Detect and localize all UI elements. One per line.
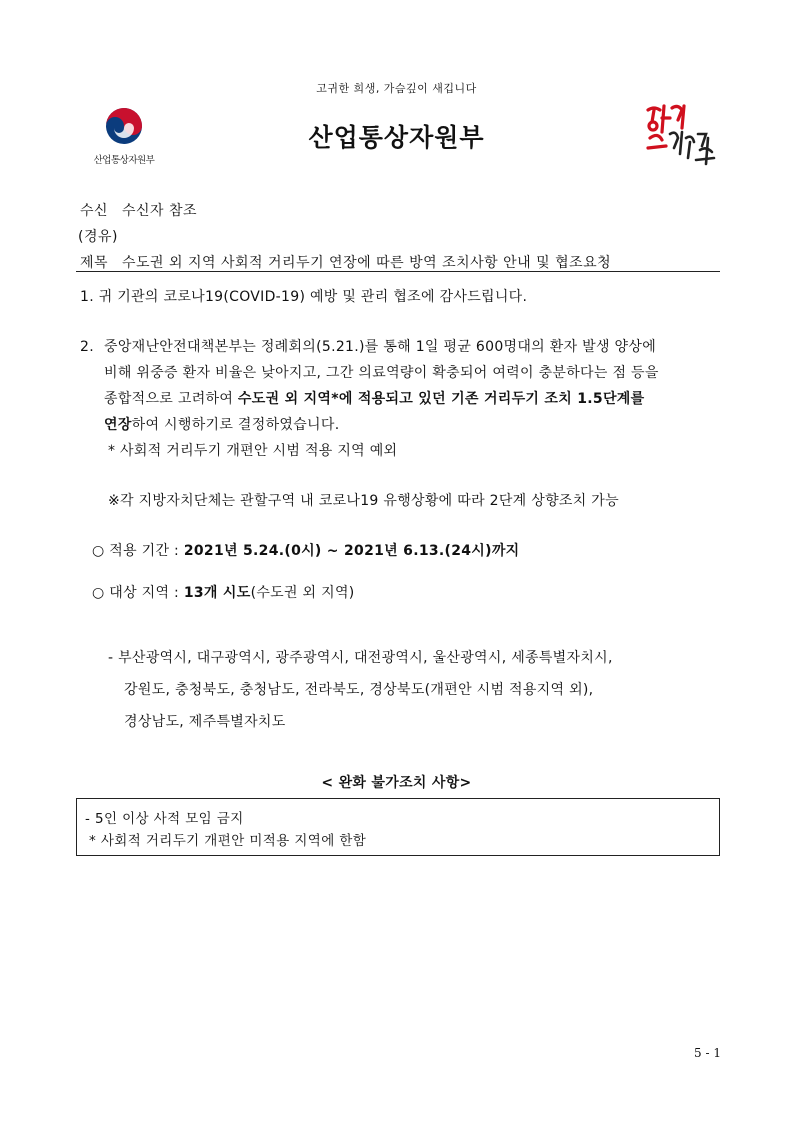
subject-label: 제목 <box>80 255 109 271</box>
item-2-number: 2. <box>80 339 94 355</box>
item-2-line-3-bold: 수도권 외 지역*에 적용되고 있던 기존 거리두기 조치 1.5단계를 <box>237 391 645 407</box>
recipient-label: 수신 <box>80 203 109 219</box>
regions-line-3: 경상남도, 제주특별자치도 <box>124 714 286 730</box>
item-2-line-4-bold: 연장 <box>104 417 132 433</box>
section-title: < 완화 불가조치 사항> <box>321 775 472 791</box>
box-line-2: * 사회적 거리두기 개편안 미적용 지역에 한함 <box>89 833 367 849</box>
area-label: ○ 대상 지역 : <box>92 585 184 601</box>
regions-line-1: - 부산광역시, 대구광역시, 광주광역시, 대전광역시, 울산광역시, 세종특별자치시, <box>108 650 613 666</box>
slogan: 고귀한 희생, 가슴깊이 새깁니다 <box>316 82 477 95</box>
item-2-line-2: 비해 위중증 환자 비율은 낮아지고, 그간 의료역량이 확충되어 여력이 충분하다는 점 등을 <box>104 365 659 381</box>
area-bold: 13개 시도 <box>183 585 251 601</box>
page-number: 5 - 1 <box>694 1046 721 1060</box>
note-escalation: ※각 지방자치단체는 관할구역 내 코로나19 유행상황에 따라 2단계 상향조치 가능 <box>108 493 619 509</box>
footnote: * 사회적 거리두기 개편안 시범 적용 지역 예외 <box>108 443 398 459</box>
period-label: ○ 적용 기간 : <box>92 543 184 559</box>
recipient-line <box>80 200 197 220</box>
restriction-box <box>76 798 720 856</box>
logo-text: 산업통상자원부 <box>93 155 155 166</box>
box-line-1: - 5인 이상 사적 모임 금지 <box>85 811 244 827</box>
ministry-title: 산업통상자원부 <box>308 123 485 152</box>
area-line <box>92 580 355 606</box>
calligraphy-image <box>640 98 722 172</box>
item-2-line-4-text: 하여 시행하기로 결정하였습니다. <box>131 417 340 433</box>
item-2-line-3-text: 종합적으로 고려하여 <box>104 391 238 407</box>
period-line <box>92 538 519 564</box>
item-2-line-1: 중앙재난안전대책본부는 정례회의(5.21.)를 통해 1일 평균 600명대의 환자 발생 양상에 <box>104 339 657 355</box>
subject-value: 수도권 외 지역 사회적 거리두기 연장에 따른 방역 조치사항 안내 및 협조요청 <box>122 255 612 271</box>
calligraphy-slogan-icon <box>640 98 722 172</box>
regions-line-2: 강원도, 충청북도, 충청남도, 전라북도, 경상북도(개편안 시범 적용지역 외), <box>124 682 594 698</box>
header-divider <box>76 271 720 272</box>
period-value: 2021년 5.24.(0시) ~ 2021년 6.13.(24시)까지 <box>183 543 520 559</box>
item-1: 1. 귀 기관의 코로나19(COVID-19) 예방 및 관리 협조에 감사드립니다. <box>80 289 528 305</box>
item-2-line-3 <box>104 386 644 412</box>
item-2-line-4 <box>104 412 339 438</box>
subject-line <box>80 252 611 272</box>
recipient-value: 수신자 참조 <box>122 203 198 219</box>
area-rest: (수도권 외 지역) <box>250 585 355 601</box>
via-line: (경유) <box>78 229 118 245</box>
